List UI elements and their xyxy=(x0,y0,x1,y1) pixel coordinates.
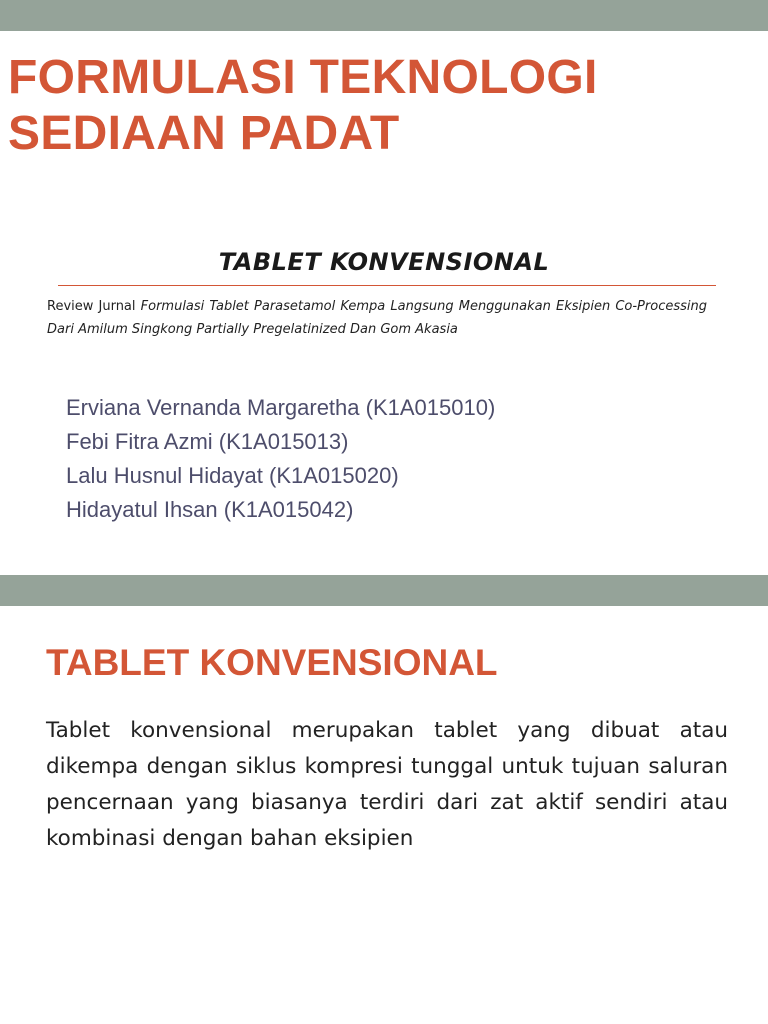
title-line-1: FORMULASI TEKNOLOGI xyxy=(8,51,598,104)
title-line-2: SEDIAAN PADAT xyxy=(8,107,400,160)
slide-divider-band xyxy=(0,575,768,606)
author-list xyxy=(66,391,706,527)
review-journal-text xyxy=(47,295,707,341)
subtitle-divider xyxy=(58,285,716,286)
author-item: Lalu Husnul Hidayat (K1A015020) xyxy=(66,463,399,488)
slide2-title: TABLET KONVENSIONAL xyxy=(46,642,498,683)
author-item: Hidayatul Ihsan (K1A015042) xyxy=(66,497,354,522)
slide1-subtitle: TABLET KONVENSIONAL xyxy=(218,248,550,276)
top-header-band xyxy=(0,0,768,31)
review-journal-title: Formulasi Tablet Parasetamol Kempa Langsung Menggunakan Eksipien Co-Processing Dari Amilum Singkong Partially Pregelatinized Dan Gom Akasia xyxy=(47,299,707,337)
author-item: Febi Fitra Azmi (K1A015013) xyxy=(66,429,349,454)
slide1-title xyxy=(8,50,758,162)
slide2-body-text: Tablet konvensional merupakan tablet yang dibuat atau dikempa dengan siklus kompresi tunggal untuk tujuan saluran pencernaan yang biasanya terdiri dari zat aktif sendiri atau kombinasi dengan bahan eksipien xyxy=(46,718,728,851)
review-prefix: Review Jurnal xyxy=(47,299,141,314)
author-item: Erviana Vernanda Margaretha (K1A015010) xyxy=(66,395,496,420)
